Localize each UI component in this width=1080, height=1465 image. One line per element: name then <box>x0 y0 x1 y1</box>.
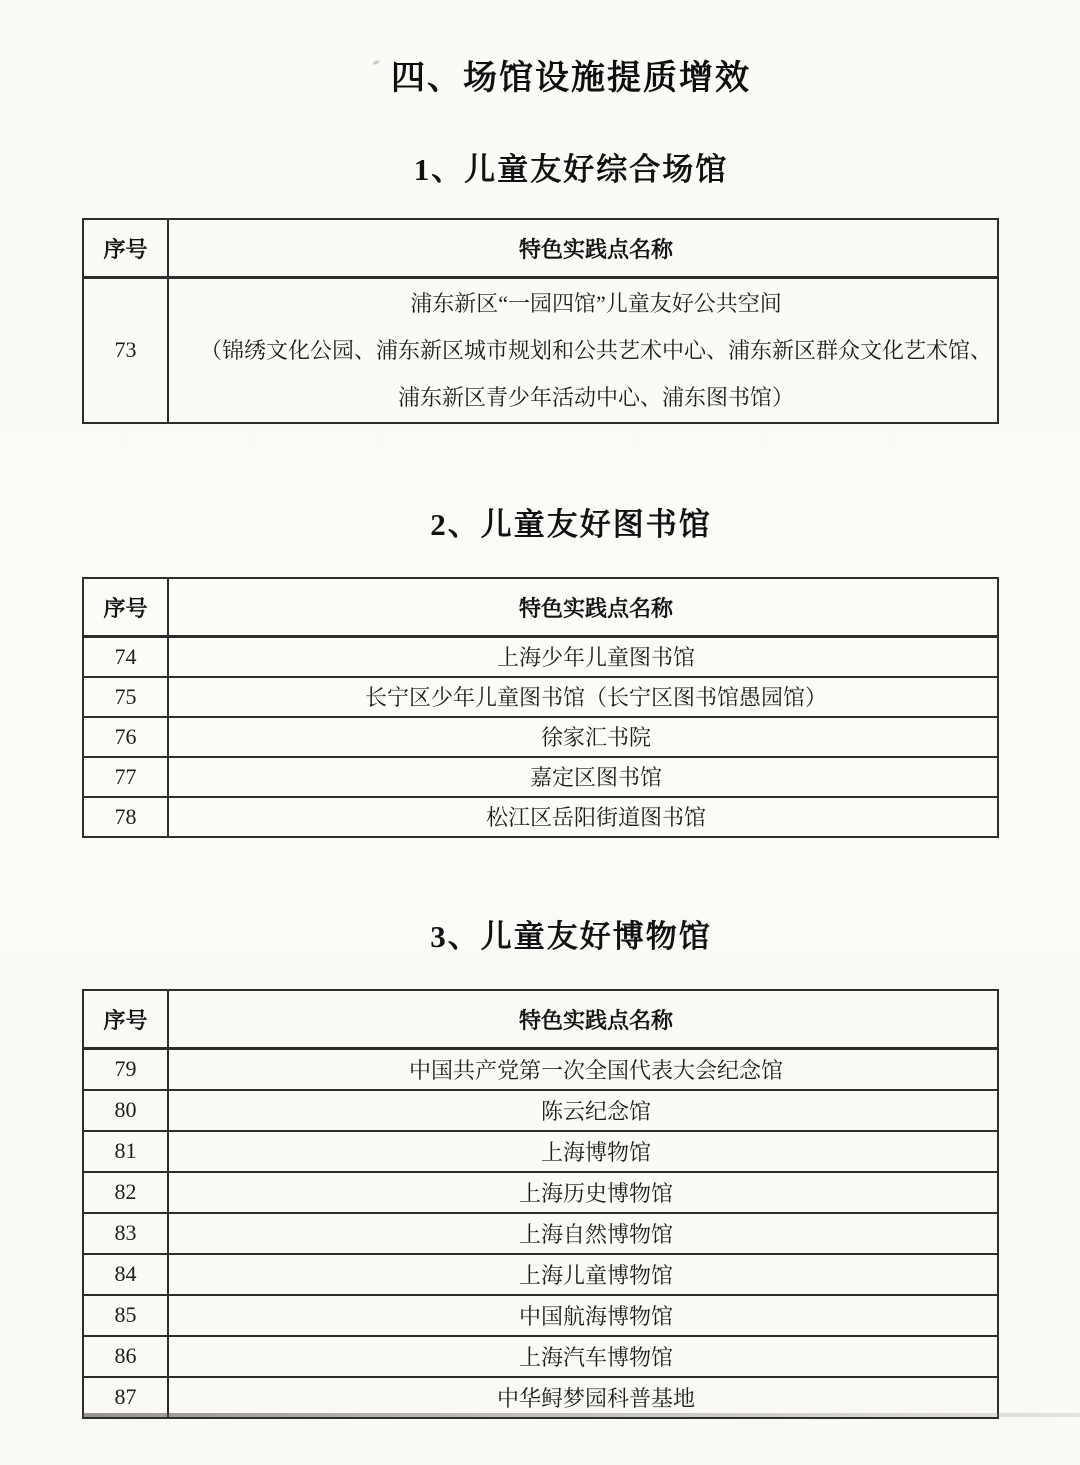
table-row <box>83 1049 998 1090</box>
page-title: 四、场馆设施提质增效 <box>391 59 751 97</box>
table-row <box>83 278 998 423</box>
cell-name: 徐家汇书院 <box>168 717 998 757</box>
cell-no: 80 <box>83 1090 168 1131</box>
column-header-no: 序号 <box>83 990 168 1049</box>
table-row <box>83 1090 998 1131</box>
cell-name: 上海自然博物馆 <box>168 1213 998 1254</box>
table-row <box>83 1213 998 1254</box>
cell-no: 83 <box>83 1213 168 1254</box>
comprehensive-venues-table <box>82 218 999 424</box>
museums-table <box>82 989 999 1419</box>
table-row <box>83 797 998 837</box>
cell-name: 上海历史博物馆 <box>168 1172 998 1213</box>
venue-name-line: （锦绣文化公园、浦东新区城市规划和公共艺术中心、浦东新区群众文化艺术馆、 <box>199 337 992 363</box>
section-1-heading: 1、儿童友好综合场馆 <box>413 152 729 187</box>
column-header-no: 序号 <box>83 578 168 637</box>
table-row <box>83 1377 998 1418</box>
table-row <box>83 1295 998 1336</box>
cell-no: 81 <box>83 1131 168 1172</box>
cell-no: 84 <box>83 1254 168 1295</box>
table-header-row <box>83 990 998 1049</box>
column-header-name: 特色实践点名称 <box>168 219 998 278</box>
table-header-row <box>83 219 998 278</box>
cell-no: 75 <box>83 677 168 717</box>
cell-name: 上海博物馆 <box>168 1131 998 1172</box>
venue-name-line: 浦东新区青少年活动中心、浦东图书馆） <box>397 384 794 410</box>
cell-no: 73 <box>83 278 168 423</box>
section-2-heading: 2、儿童友好图书馆 <box>430 507 712 542</box>
cell-no: 79 <box>83 1049 168 1090</box>
libraries-table <box>82 577 999 838</box>
cell-name: 陈云纪念馆 <box>168 1090 998 1131</box>
cell-no: 76 <box>83 717 168 757</box>
cell-no: 78 <box>83 797 168 837</box>
table-row <box>83 1172 998 1213</box>
cell-name <box>168 278 998 423</box>
cell-name: 上海儿童博物馆 <box>168 1254 998 1295</box>
cell-name: 长宁区少年儿童图书馆（长宁区图书馆愚园馆） <box>168 677 998 717</box>
cell-name: 嘉定区图书馆 <box>168 757 998 797</box>
venue-name-line: 浦东新区“一园四馆”儿童友好公共空间 <box>410 290 782 316</box>
cell-no: 77 <box>83 757 168 797</box>
table-header-row <box>83 578 998 637</box>
cell-name: 上海少年儿童图书馆 <box>168 637 998 677</box>
column-header-name: 特色实践点名称 <box>168 990 998 1049</box>
cell-no: 74 <box>83 637 168 677</box>
table-row <box>83 1131 998 1172</box>
table-row <box>83 1254 998 1295</box>
cell-no: 82 <box>83 1172 168 1213</box>
column-header-no: 序号 <box>83 219 168 278</box>
cell-name: 中国航海博物馆 <box>168 1295 998 1336</box>
table-row <box>83 677 998 717</box>
cell-no: 87 <box>83 1377 168 1418</box>
cell-name: 上海汽车博物馆 <box>168 1336 998 1377</box>
table-row <box>83 717 998 757</box>
column-header-name: 特色实践点名称 <box>168 578 998 637</box>
table-row <box>83 637 998 677</box>
cell-no: 86 <box>83 1336 168 1377</box>
cell-name: 松江区岳阳街道图书馆 <box>168 797 998 837</box>
cell-name: 中国共产党第一次全国代表大会纪念馆 <box>168 1049 998 1090</box>
cell-name: 中华鲟梦园科普基地 <box>168 1377 998 1418</box>
table-row <box>83 757 998 797</box>
table-row <box>83 1336 998 1377</box>
section-3-heading: 3、儿童友好博物馆 <box>430 919 712 954</box>
cell-no: 85 <box>83 1295 168 1336</box>
